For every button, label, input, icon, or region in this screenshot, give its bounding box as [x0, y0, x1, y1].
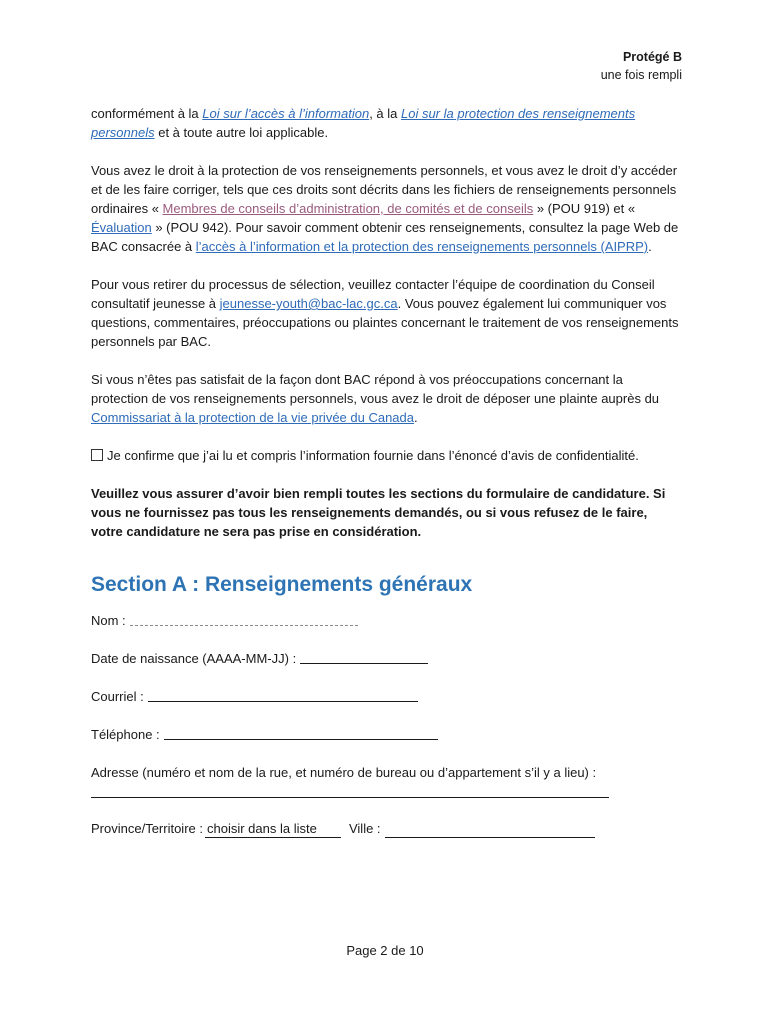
- adresse-field[interactable]: [91, 784, 609, 798]
- page-number: Page 2 de 10: [346, 943, 424, 958]
- classification-header: [601, 48, 682, 84]
- atip-link[interactable]: l’accès à l’information et la protection des renseignements personnels (AIPRP): [195, 239, 649, 254]
- section-a-title: Section A : Renseignements généraux: [91, 573, 473, 596]
- completion-warning: Veuillez vous assurer d’avoir bien rempli toutes les sections du formulaire de candidature. Si vous ne fournissez pas tous les renseignements demandés, ou si vous refusez de le faire, votre candidature ne sera pas prise en considération.: [91, 486, 666, 539]
- evaluation-link[interactable]: Évaluation: [91, 220, 152, 235]
- province-select[interactable]: choisir dans la liste: [205, 820, 341, 838]
- telephone-row: [91, 725, 681, 763]
- telephone-label: Téléphone :: [91, 727, 160, 742]
- ville-label: Ville :: [348, 821, 381, 836]
- email-link[interactable]: jeunesse-youth@bac-lac.gc.ca: [219, 296, 398, 311]
- text-span: . Vous pouvez également lui communiquer vos questions, commentaires, préoccupations ou plaintes concernant le traitement de vos renseignements personnels par BAC.: [91, 296, 679, 349]
- intro-paragraph-1: [91, 104, 681, 142]
- text-span: Vous avez le droit à la protection de vos renseignements personnels, et vous avez le droit d’y accéder et de les faire corriger, tels que ces droits sont décrits dans les fichiers de renseignements personnels ordinaires «: [91, 163, 678, 216]
- text-span: et à toute autre loi applicable.: [154, 125, 329, 140]
- confirm-checkbox[interactable]: [91, 449, 103, 461]
- board-members-link[interactable]: Membres de conseils d’administration, de comités et de conseils: [162, 201, 534, 216]
- adresse-label: Adresse (numéro et nom de la rue, et numéro de bureau ou d’appartement s’il y a lieu) :: [91, 765, 597, 780]
- naissance-field[interactable]: [300, 649, 428, 664]
- privacy-act-link[interactable]: Loi sur la protection des renseignements personnels: [91, 106, 636, 140]
- text-span: conformément à la: [91, 106, 203, 121]
- text-span: .: [414, 410, 418, 425]
- confirm-label: Je confirme que j’ai lu et compris l’information fournie dans l’énoncé d’avis de confidentialité.: [107, 448, 639, 463]
- courriel-label: Courriel :: [91, 689, 144, 704]
- telephone-field[interactable]: [164, 725, 438, 740]
- text-span: » (POU 942). Pour savoir comment obtenir ces renseignements, consultez la page Web de BAC consacrée à: [91, 220, 679, 254]
- naissance-row: [91, 649, 681, 687]
- page-content: [91, 104, 681, 838]
- intro-paragraph-4: [91, 370, 681, 427]
- classification-label: Protégé B: [622, 50, 682, 64]
- confirm-row: [91, 446, 681, 465]
- text-span: Pour vous retirer du processus de sélection, veuillez contacter l’équipe de coordination du Conseil consultatif jeunesse à: [91, 277, 655, 311]
- courriel-field[interactable]: [148, 687, 418, 702]
- access-to-information-act-link[interactable]: Loi sur l’accès à l’information: [202, 106, 370, 121]
- text-span: .: [648, 239, 652, 254]
- province-row: [91, 816, 681, 838]
- province-label: Province/Territoire :: [91, 821, 203, 836]
- text-span: Si vous n’êtes pas satisfait de la façon dont BAC répond à vos préoccupations concernant la protection de vos renseignements personnels, vous avez le droit de déposer une plainte auprès du: [91, 372, 660, 406]
- courriel-row: [91, 687, 681, 725]
- intro-paragraph-2: [91, 161, 681, 256]
- privacy-commissioner-link[interactable]: Commissariat à la protection de la vie privée du Canada: [91, 410, 415, 425]
- text-span: » (POU 919) et «: [533, 201, 636, 216]
- nom-row: [91, 611, 681, 649]
- ville-field[interactable]: [385, 823, 595, 838]
- nom-label: Nom :: [91, 613, 126, 628]
- intro-paragraph-3: [91, 275, 681, 351]
- text-span: , à la: [369, 106, 401, 121]
- classification-note: une fois rempli: [600, 68, 682, 82]
- nom-field[interactable]: [130, 611, 358, 626]
- naissance-label: Date de naissance (AAAA-MM-JJ) :: [91, 651, 297, 666]
